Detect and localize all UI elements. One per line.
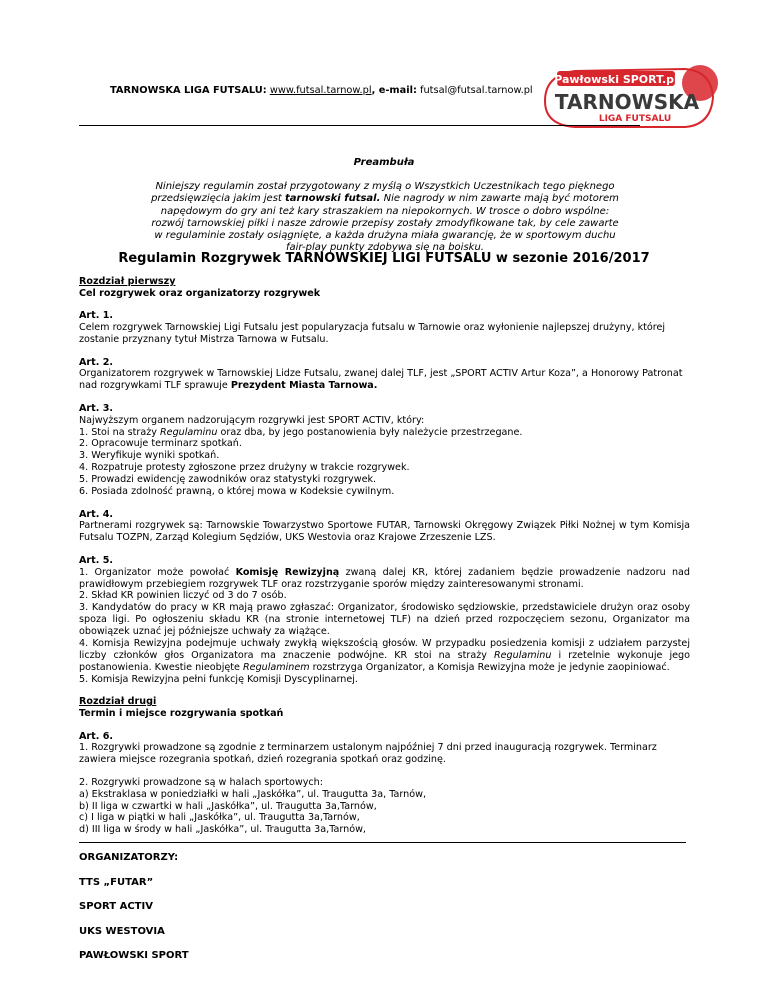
art-1-text: Celem rozgrywek Tarnowskiej Ligi Futsalu jest popularyzacja futsalu w Tarnowie oraz wyłonienie najlepszej drużyny, której zostanie przyznany tytuł Mistrza Tarnowa w Futsalu. (79, 322, 666, 346)
art-6-title: Art. 6. (79, 730, 114, 742)
art-4-text: Partnerami rozgrywek są: Tarnowskie Towarzystwo Sportowe FUTAR, Tarnowski Okręgowy Związek Piłki Nożnej w tym Komisja Futsalu TOZPN, Zarząd Kolegium Sędziów, UKS Westovia oraz Krajowe Zrzeszenie LZS. (79, 520, 690, 544)
preamble-rest: Nie nagrody w nim zawarte mają być motorem napędowym do gry ani też kary straszakiem na niepokornych. W trosce o dobro wspólne: rozwój tarnowskiej piłki i nasze zdrowie przepisy zostały zmodyfikowane tak, by cele zawarte w regulaminie zostały osiągnięte, a każda drużyna miała gwarancję, że w sportowym duchu fair-play punkty zdobywa się na boisku. (151, 193, 619, 254)
art-5-item-1: 1. Organizator może powołać Komisję Rewizyjną zwaną dalej KR, której zadaniem będzie prowadzenie nadzoru nad prawidłowym przebiegiem rozgrywek TLF oraz rozstrzyganie sporów między zainteresowanymi stronami. (79, 566, 691, 590)
organizer-sport-activ: SPORT ACTIV (79, 901, 153, 912)
art-3-item-2: 2. Opracowuje terminarz spotkań. (79, 438, 242, 450)
logo-subtitle-text: LIGA FUTSALU (598, 114, 672, 124)
header-org-label: TARNOWSKA LIGA FUTSALU: (110, 85, 267, 96)
art-6-item-b: b) II liga w czwartki w hali „Jaskółka”, ul. Traugutta 3a,Tarnów, (79, 800, 377, 812)
art-5-item-4: 4. Komisja Rewizyjna podejmuje uchwały zwykłą większością głosów. W przypadku posiedzenia komisji z udziałem parzystej liczby członków głos Organizatora ma znaczenie podwójne. KR stoi na straży Regulaminu i rzetelnie wykonuje jego postanowienia. Kwestie nieobjęte Regulaminem rozstrzyga Organizator, a Komisja Rewizyjna może je jedynie zaopiniować. (79, 638, 690, 673)
tarnowska-liga-futsalu-logo (535, 63, 720, 133)
art-3-item-5: 5. Prowadzi ewidencję zawodników oraz statystyki rozgrywek. (79, 474, 377, 486)
header-divider (79, 125, 640, 126)
organizer-pawlowski-sport: PAWŁOWSKI SPORT (79, 950, 189, 961)
art-5-item-2: 2. Skład KR powinien liczyć od 3 do 7 osób. (79, 590, 287, 602)
art-3-intro: Najwyższym organem nadzorującym rozgrywki jest SPORT ACTIV, który: (79, 414, 425, 426)
art-3-item-6: 6. Posiada zdolność prawną, o której mowa w Kodeksie cywilnym. (79, 486, 395, 498)
email-address: futsal@futsal.tarnow.pl (420, 85, 533, 96)
chapter-1-subtitle: Cel rozgrywek oraz organizatorzy rozgrywek (79, 287, 321, 299)
art-1-title: Art. 1. (79, 310, 114, 322)
art-3-item-1: 1. Stoi na straży Regulaminu oraz dba, by jego postanowienia były należycie przestrzegane. (79, 426, 523, 438)
regulation-title: Regulamin Rozgrywek TARNOWSKIEJ LIGI FUTSALU w sezonie 2016/2017 (118, 251, 650, 266)
art-6-item-2: 2. Rozgrywki prowadzone są w halach sportowych: (79, 776, 323, 788)
art-5-item-3: 3. Kandydatów do pracy w KR mają prawo zgłaszać: Organizator, środowisko sędziowskie, przedstawiciele drużyn oraz osoby spoza ligi. Po ogłoszeniu składu KR (na stronie internetowej TLF) na dzień przed rozpoczęciem sezonu, Organizator ma obowiązek uznać jej późniejsze uchwały za wiążące. (79, 602, 690, 638)
art-2-title: Art. 2. (79, 356, 114, 368)
logo-title-text: TARNOWSKA (554, 90, 700, 114)
chapter-1-name: Rozdział pierwszy (79, 276, 176, 287)
art-6-item-a: a) Ekstraklasa w poniedziałki w hali „Jaskółka”, ul. Traugutta 3a, Tarnów, (79, 788, 427, 800)
art-3-item-4: 4. Rozpatruje protesty zgłoszone przez drużyny w trakcie rozgrywek. (79, 462, 410, 474)
regulation-body (79, 276, 690, 847)
art-3-title: Art. 3. (79, 402, 114, 414)
organizer-uks-westovia: UKS WESTOVIA (79, 925, 165, 937)
footer-divider (79, 842, 686, 843)
art-4-title: Art. 4. (79, 508, 114, 520)
art-2-text: Organizatorem rozgrywek w Tarnowskiej Lidze Futsalu, zwanej dalej TLF, jest „SPORT ACTIV Artur Koza”, a Honorowy Patronat nad rozgrywkami TLF sprawuje (79, 368, 683, 392)
art-5-item-5: 5. Komisja Rewizyjna pełni funkcję Komisji Dyscyplinarnej. (79, 673, 358, 685)
art-3-item-3: 3. Weryfikuje wyniki spotkań. (79, 450, 220, 462)
logo-sponsor-text: Pawłowski SPORT.pl (554, 73, 678, 86)
art-6-item-1: 1. Rozgrywki prowadzone są zgodnie z terminarzem ustalonym najpóźniej 7 dni przed inauguracją rozgrywek. Terminarz zawiera miejsce rozegrania spotkań, dzień rozegrania spotkań oraz godzinę. (79, 742, 657, 766)
chapter-2-name: Rozdział drugi (79, 696, 157, 708)
email-label: , e-mail: (371, 85, 417, 96)
chapter-2-subtitle: Termin i miejsce rozgrywania spotkań (79, 708, 284, 720)
document-header (110, 85, 533, 96)
preamble-bold: tarnowski futsal. (285, 193, 381, 205)
website-link[interactable]: www.futsal.tarnow.pl (269, 85, 372, 96)
organizer-tts-futar: TTS „FUTAR” (79, 876, 154, 888)
art-2-bold: Prezydent Miasta Tarnowa. (230, 380, 378, 392)
organizers-label: ORGANIZATORZY: (79, 852, 179, 863)
art-6-item-c: c) I liga w piątki w hali „Jaskółka”, ul. Traugutta 3a,Tarnów, (79, 812, 360, 824)
preamble-text (150, 181, 620, 255)
organizers-footer (79, 850, 189, 973)
preamble-title: Preambuła (353, 157, 415, 168)
art-5-title: Art. 5. (79, 554, 114, 566)
art-6-item-d: d) III liga w środy w hali „Jaskółka”, ul. Traugutta 3a,Tarnów, (79, 824, 366, 836)
preamble-p1: Niniejszy regulamin został przygotowany z myślą o Wszystkich Uczestnikach tego pięknego przedsięwzięcia jakim jest (151, 181, 615, 205)
